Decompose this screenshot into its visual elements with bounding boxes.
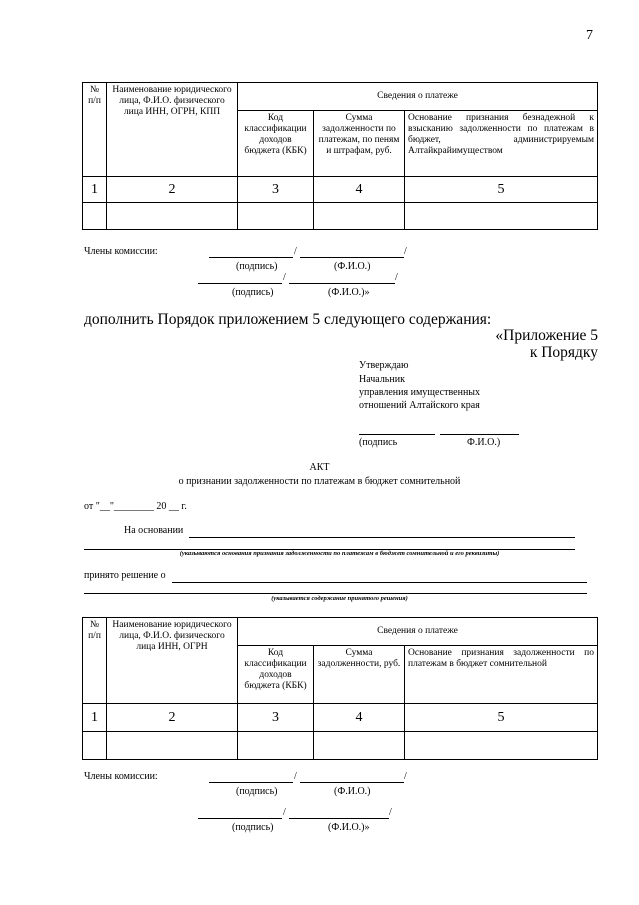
empty-cell[interactable] — [107, 203, 238, 230]
slash: / — [404, 771, 407, 782]
col-number: 1 — [83, 704, 107, 732]
approve-line-2: Начальник — [359, 374, 405, 385]
signature-line[interactable] — [209, 782, 293, 783]
header-kbk: Код классификации доходов бюджета (КБК) — [238, 111, 314, 177]
header-no: № п/п — [83, 618, 107, 704]
header-payment-info: Сведения о платеже — [238, 83, 598, 111]
decision-input-line-2[interactable] — [84, 593, 587, 594]
approve-signature-caption: (подпись — [359, 437, 398, 448]
signature-line[interactable] — [198, 818, 282, 819]
act-date[interactable]: от "__"________ 20 __ г. — [84, 501, 187, 512]
col-number: 1 — [83, 177, 107, 203]
signature-line[interactable] — [209, 257, 293, 258]
appendix-line-2: к Порядку — [529, 344, 598, 361]
header-name: Наименование юридического лица, Ф.И.О. физического лица ИНН, ОГРН, КПП — [107, 83, 238, 177]
header-sum: Сумма задолженности по платежам, по пеням и штрафам, руб. — [314, 111, 405, 177]
fio-line[interactable] — [300, 257, 404, 258]
col-number: 3 — [238, 177, 314, 203]
col-number: 4 — [314, 704, 405, 732]
fio-line[interactable] — [289, 818, 389, 819]
header-sum: Сумма задолженности, руб. — [314, 646, 405, 704]
fio-line[interactable] — [289, 283, 395, 284]
basis-label: На основании — [124, 525, 184, 536]
header-basis: Основание признания безнадежной к взысканию задолженности по платежам в бюджет, администрируемым Алтайкрайимуществом — [405, 111, 598, 177]
col-number: 4 — [314, 177, 405, 203]
col-number: 5 — [405, 177, 598, 203]
slash: / — [283, 807, 286, 818]
col-number: 2 — [107, 704, 238, 732]
header-no: № п/п — [83, 83, 107, 177]
empty-cell[interactable] — [238, 203, 314, 230]
basis-input-line[interactable] — [189, 537, 575, 538]
page-number: 7 — [586, 28, 593, 43]
col-number: 2 — [107, 177, 238, 203]
slash: / — [404, 246, 407, 257]
fio-caption: (Ф.И.О.) — [334, 786, 371, 797]
empty-cell[interactable] — [107, 732, 238, 760]
signature-caption: (подпись) — [232, 822, 274, 833]
decision-input-line[interactable] — [172, 582, 587, 583]
header-kbk: Код классификации доходов бюджета (КБК) — [238, 646, 314, 704]
header-name: Наименование юридического лица, Ф.И.О. физического лица ИНН, ОГРН — [107, 618, 238, 704]
empty-cell[interactable] — [83, 203, 107, 230]
approve-fio-line[interactable] — [440, 434, 519, 435]
table-payment-info-1 — [82, 82, 598, 230]
signature-caption: (подпись) — [236, 261, 278, 272]
appendix-line-1: «Приложение 5 — [495, 327, 598, 344]
slash: / — [283, 272, 286, 283]
supplement-text: дополнить Порядок приложением 5 следующего содержания: — [84, 311, 492, 328]
commission-members-label: Члены комиссии: — [84, 771, 158, 782]
signature-line[interactable] — [198, 283, 282, 284]
fio-caption: (Ф.И.О.)» — [328, 287, 370, 298]
col-number: 3 — [238, 704, 314, 732]
decision-label: принято решение о — [84, 570, 166, 581]
empty-cell[interactable] — [314, 203, 405, 230]
slash: / — [395, 272, 398, 283]
empty-cell[interactable] — [238, 732, 314, 760]
slash: / — [294, 246, 297, 257]
slash: / — [389, 807, 392, 818]
approve-line-1: Утверждаю — [359, 360, 409, 371]
basis-note: (указываются основания признания задолженности по платежам в бюджет сомнительной и его реквизиты) — [179, 550, 500, 557]
empty-cell[interactable] — [405, 203, 598, 230]
empty-cell[interactable] — [405, 732, 598, 760]
table-payment-info-2 — [82, 617, 598, 760]
empty-cell[interactable] — [83, 732, 107, 760]
fio-caption: (Ф.И.О.)» — [328, 822, 370, 833]
act-subtitle: о признании задолженности по платежам в бюджет сомнительной — [178, 476, 461, 487]
col-number: 5 — [405, 704, 598, 732]
fio-line[interactable] — [300, 782, 404, 783]
commission-members-label: Члены комиссии: — [84, 246, 158, 257]
slash: / — [294, 771, 297, 782]
act-title: АКТ — [309, 462, 330, 473]
approve-fio-caption: Ф.И.О.) — [467, 437, 501, 448]
empty-cell[interactable] — [314, 732, 405, 760]
header-payment-info: Сведения о платеже — [238, 618, 598, 646]
approve-line-4: отношений Алтайского края — [359, 400, 480, 411]
approve-line-3: управления имущественных — [359, 387, 481, 398]
decision-note: (указывается содержание принятого решения) — [271, 595, 408, 602]
header-basis: Основание признания задолженности по платежам в бюджет сомнительной — [405, 646, 598, 704]
signature-caption: (подпись) — [236, 786, 278, 797]
fio-caption: (Ф.И.О.) — [334, 261, 371, 272]
approve-signature-line[interactable] — [359, 434, 435, 435]
signature-caption: (подпись) — [232, 287, 274, 298]
